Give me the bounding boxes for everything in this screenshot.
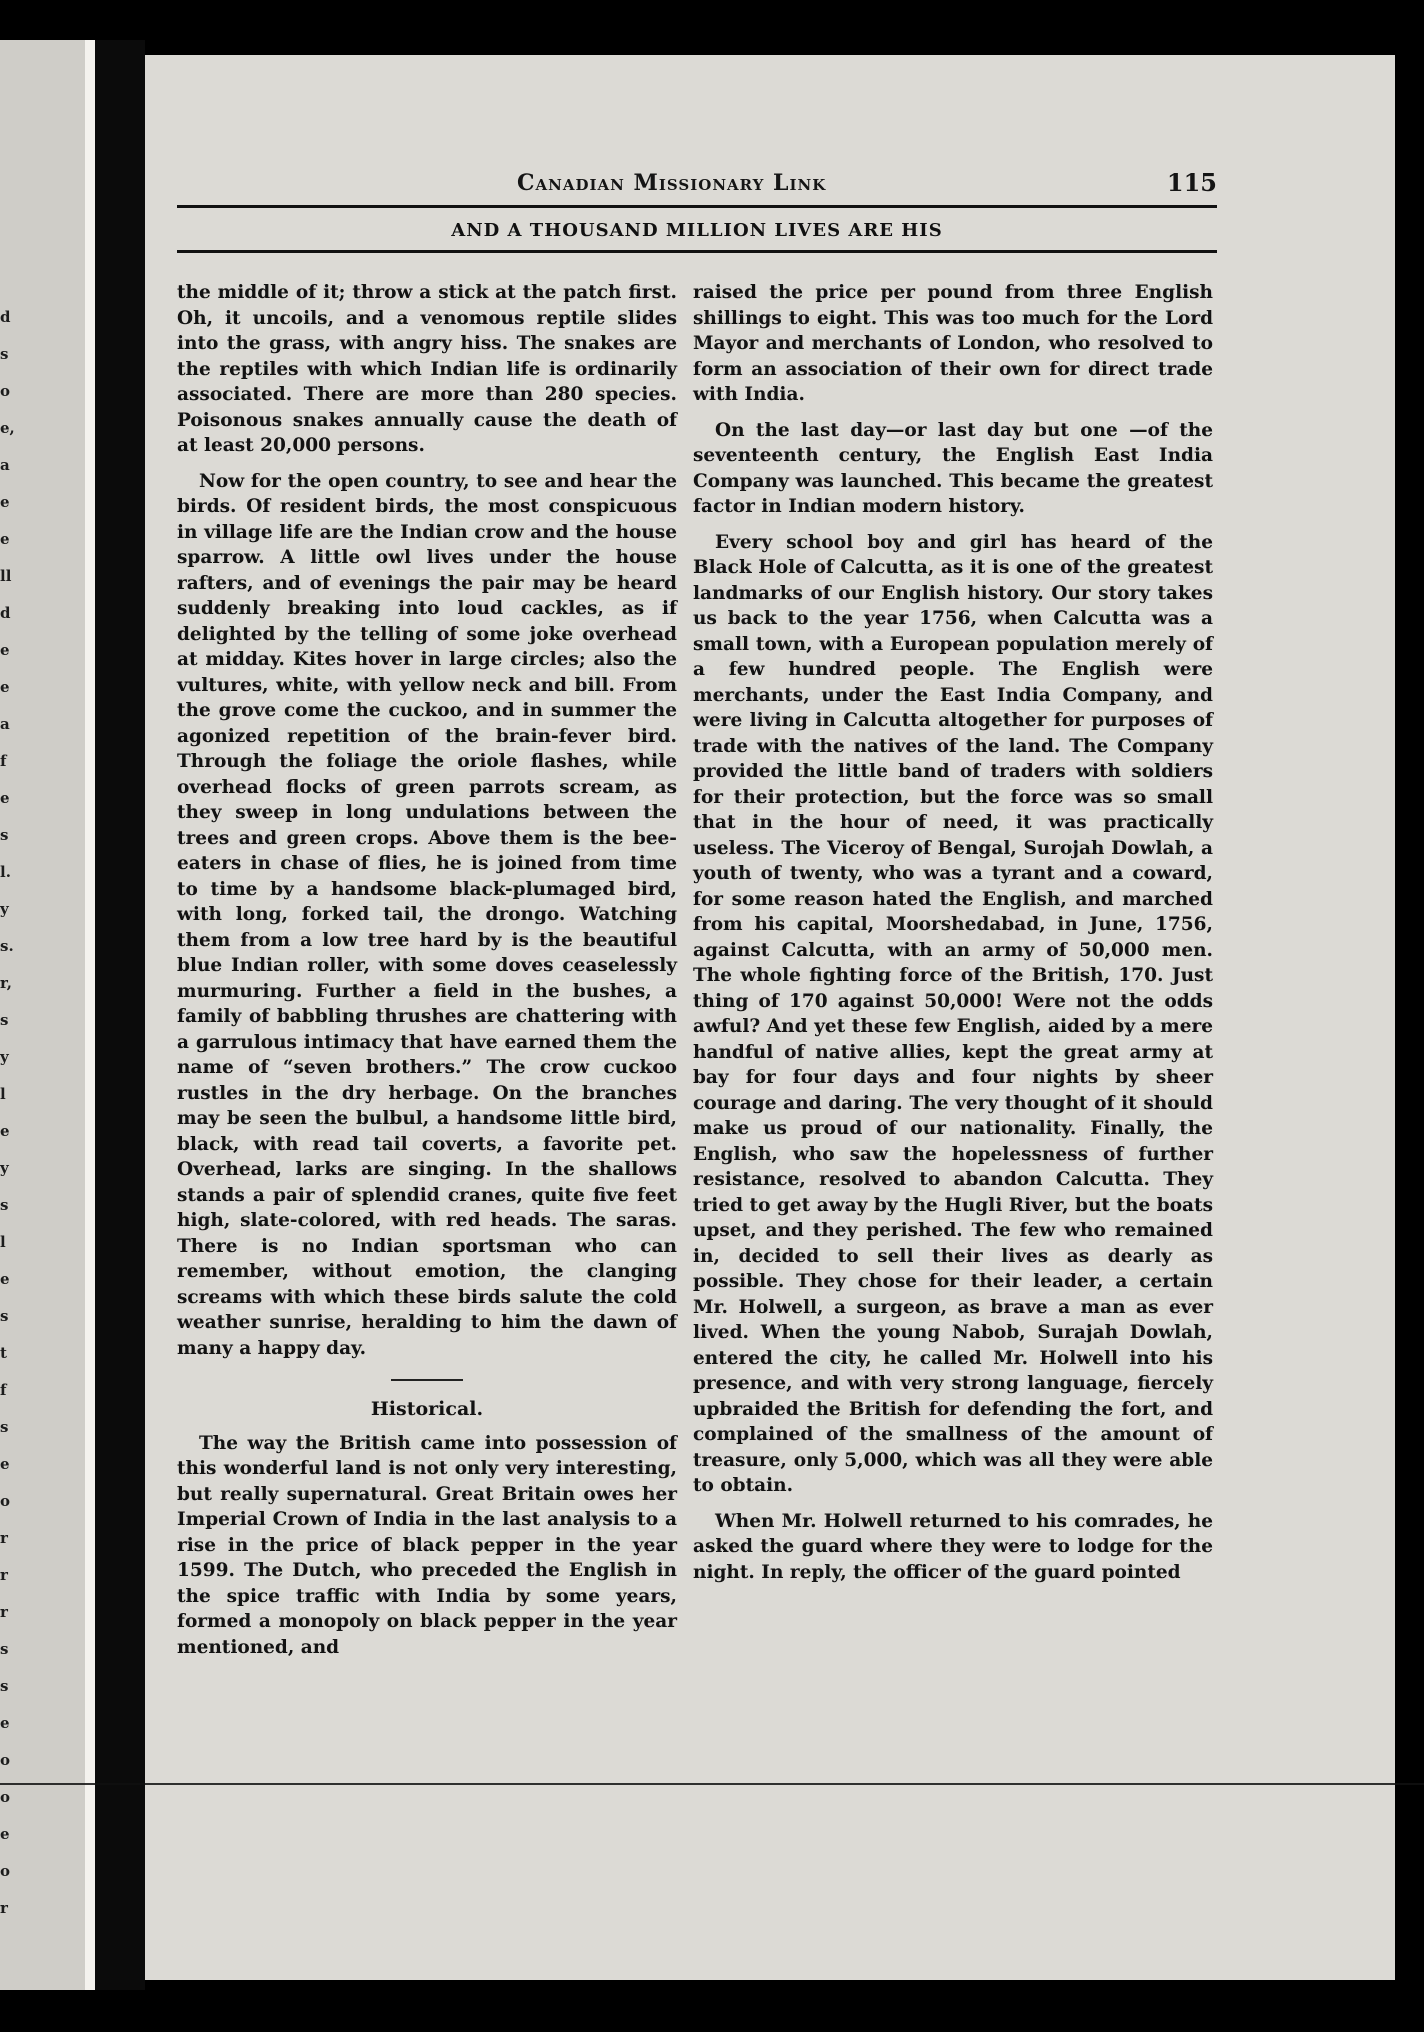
adjacent-page-letter: e [0, 1270, 10, 1288]
adjacent-page-letter: a [0, 715, 10, 733]
adjacent-page-letter: y [0, 900, 9, 918]
adjacent-page-letter: r [0, 1566, 8, 1584]
page-header [177, 170, 1217, 200]
paragraph: The way the British came into possession of this wonderful land is not only very interesting, but really supernatural. Great Britain owes her Imperial Crown of India in the last analysis to a rise in the price of black pepper in the year 1599. The Dutch, who preceded the English in the spice traffic with India by some years, formed a monopoly on black pepper in the year mentioned, and [177, 1432, 677, 1658]
section-divider [391, 1379, 463, 1381]
header-rule-top [177, 205, 1217, 208]
adjacent-page-letter: s [0, 1196, 9, 1214]
journal-title: Canadian Missionary Link [517, 170, 827, 196]
document-page [145, 55, 1395, 1980]
adjacent-page-letter: s [0, 826, 9, 844]
adjacent-page-letter: l [0, 1233, 6, 1251]
microfilm-scan-line [0, 1783, 1424, 1785]
adjacent-page-letter: l [0, 1085, 6, 1103]
running-head: AND A THOUSAND MILLION LIVES ARE HIS [451, 220, 943, 241]
adjacent-page-letter: t [0, 1344, 7, 1362]
adjacent-page-letter: f [0, 752, 7, 770]
adjacent-page-letter: o [0, 382, 11, 400]
header-rule-bottom [177, 250, 1217, 253]
binding-gutter [95, 40, 145, 2000]
adjacent-page-letter: s [0, 1418, 9, 1436]
adjacent-page-letter: ll [0, 567, 12, 585]
adjacent-page-letter: r [0, 1529, 8, 1547]
adjacent-page-letter: o [0, 1788, 11, 1806]
adjacent-page-letter: e [0, 1825, 10, 1843]
adjacent-page-letter: o [0, 1862, 11, 1880]
adjacent-page-letter: y [0, 1048, 9, 1066]
adjacent-page-letter: s [0, 1677, 9, 1695]
adjacent-page-letter: s. [0, 937, 14, 955]
adjacent-page-letter: r [0, 1899, 8, 1917]
adjacent-page-letter: d [0, 308, 11, 326]
paragraph: Every school boy and girl has heard of the Black Hole of Calcutta, as it is one of the greatest landmarks of our English history. Our story takes us back to the year 1756, when Calcutta was a small town, with a European population merely of a few hundred people. The English were merchants, under the East India Company, and were living in Calcutta altogether for purposes of trade with the natives of the land. The Company provided the little band of traders with soldiers for their protection, but the force was so small that in the hour of need, it was practically useless. The Viceroy of Bengal, Surojah Dowlah, a youth of twenty, who was a tyrant and a coward, for some reason hated the English, and marched from his capital, Moorshedabad, in June, 1756, against Calcutta, with an army of 50,000 men. The whole fighting force of the British, 170. Just thing of 170 against 50,000! Were not the odds awful? And yet these few English, aided by a mere handful of native allies, kept the great army at bay for four days and four nights by sheer courage and daring. The very thought of it should make us proud of our nationality. Finally, the English, who saw the hopelessness of further resistance, resolved to abandon Calcutta. They tried to get away by the Hugli River, but the boats upset, and they perished. The few who remained in, decided to sell their lives as dearly as possible. They chose for their leader, a certain Mr. Holwell, a surgeon, as brave a man as ever lived. When the young Nabob, Surajah Dowlah, entered the city, he called Mr. Holwell into his presence, and with very strong language, fiercely upbraided the British for defending the fort, and complained of the smallness of the amount of treasure, only 5,000, which was all they were able to obtain. [693, 531, 1213, 1496]
adjacent-page-letter: l. [0, 863, 11, 881]
adjacent-page-letter: r [0, 1603, 8, 1621]
gutter-highlight [85, 40, 95, 2000]
paragraph: Now for the open country, to see and hear the birds. Of resident birds, the most conspicuous in village life are the Indian crow and the house sparrow. A little owl lives under the house rafters, and of evenings the pair may be heard suddenly breaking into loud cackles, as if delighted by the telling of some joke overhead at midday. Kites hover in large circles; also the vultures, white, with yellow neck and bill. From the grove come the cuckoo, and in summer the agonized repetition of the brain-fever bird. Through the foliage the oriole flashes, while overhead flocks of green parrots scream, as they sweep in long undulations between the trees and green crops. Above them is the bee-eaters in chase of flies, he is joined from time to time by a handsome black-plumaged bird, with long, forked tail, the drongo. Watching them from a low tree hard by is the beautiful blue Indian roller, with some doves ceaselessly murmuring. Further a field in the bushes, a family of babbling thrushes are chattering with a garrulous intimacy that have earned them the name of “seven brothers.” The crow cuckoo rustles in the dry herbage. On the branches may be seen the bulbul, a handsome little bird, black, with read tail coverts, a favorite pet. Overhead, larks are singing. In the shallows stands a pair of splendid cranes, quite five feet high, slate-colored, with red heads. The saras. There is no Indian sportsman who can remember, without emotion, the clanging screams with which these birds salute the cold weather sunrise, heralding to him the dawn of many a happy day. [177, 470, 677, 1359]
adjacent-page-letter: f [0, 1381, 7, 1399]
adjacent-page-letter: e [0, 789, 10, 807]
page-number: 115 [1166, 168, 1217, 197]
adjacent-page-letter: e [0, 1455, 10, 1473]
adjacent-page-letter: e [0, 1122, 10, 1140]
adjacent-page-letter: e, [0, 419, 15, 437]
section-heading: Historical. [370, 1398, 484, 1420]
column-left [177, 280, 677, 1670]
adjacent-page-letter: s [0, 1307, 9, 1325]
adjacent-page-letter: e [0, 530, 10, 548]
adjacent-page-letter: e [0, 641, 10, 659]
adjacent-page-letter: d [0, 604, 11, 622]
adjacent-page-letter: r, [0, 974, 13, 992]
paragraph: the middle of it; throw a stick at the patch first. Oh, it uncoils, and a venomous reptile slides into the grass, with angry hiss. The snakes are the reptiles with which Indian life is ordinarily associated. There are more than 280 species. Poisonous snakes annually cause the death of at least 20,000 persons. [177, 282, 677, 456]
paragraph: raised the price per pound from three English shillings to eight. This was too much for the Lord Mayor and merchants of London, who resolved to form an association of their own for direct trade with India. [693, 282, 1213, 405]
paragraph: On the last day—or last day but one —of the seventeenth century, the English East India Company was launched. This became the greatest factor in Indian modern history. [693, 419, 1213, 517]
bottom-border [0, 1990, 1424, 2032]
adjacent-page-letter: s [0, 1640, 9, 1658]
adjacent-page-letter: e [0, 678, 10, 696]
column-right [693, 280, 1213, 1595]
adjacent-page-letter: e [0, 1714, 10, 1732]
adjacent-page-letter: s [0, 345, 9, 363]
adjacent-page-letter: a [0, 456, 10, 474]
adjacent-page-letter: o [0, 1751, 11, 1769]
adjacent-page-letter: o [0, 1492, 11, 1510]
adjacent-page-letter: e [0, 493, 10, 511]
adjacent-page-letter: y [0, 1159, 9, 1177]
adjacent-page-letter: s [0, 1011, 9, 1029]
paragraph: When Mr. Holwell returned to his comrades, he asked the guard where they were to lodge for the night. In reply, the officer of the guard pointed [693, 1510, 1213, 1583]
